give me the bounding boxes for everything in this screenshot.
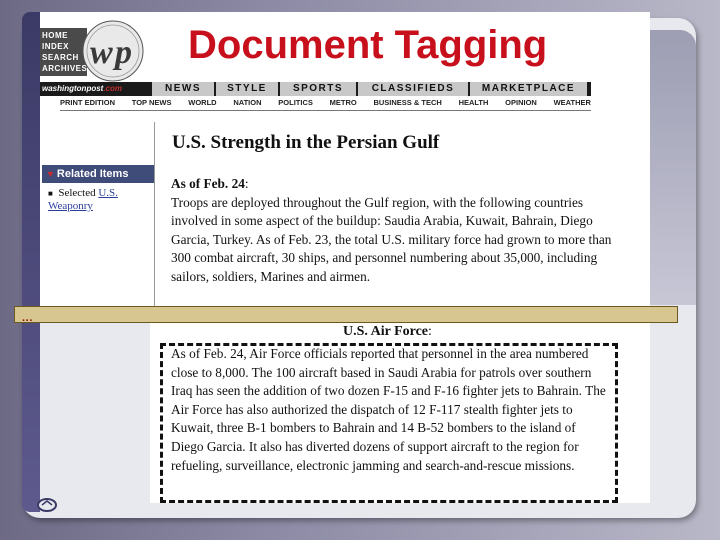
article-paragraph: Troops are deployed throughout the Gulf region, with the following countries involved in some aspect of the buildup: Saudia Arabia, Kuwait, Bahrain, Diego Garcia, Turkey. As of Feb. 23, the total U.S. military force had grown to more than 300 combat aircraft, 30 ships, and personnel numbering about 35,000, including sailors, soldiers, Marines and airmen. xyxy=(171,194,612,284)
related-items-heading xyxy=(42,165,154,183)
article-body xyxy=(171,175,631,287)
site-url-name: washingtonpost xyxy=(42,84,104,93)
dateline-colon: : xyxy=(244,176,249,191)
site-url[interactable] xyxy=(40,82,150,96)
tab-marketplace[interactable]: MARKETPLACE xyxy=(468,82,587,96)
slide-footer-icon xyxy=(36,496,58,512)
related-link-us[interactable]: U.S. xyxy=(98,187,118,199)
dateline-label: As of Feb. 24 xyxy=(171,176,245,191)
subnav-metro[interactable]: METRO xyxy=(329,98,357,107)
nav-index-link[interactable]: INDEX xyxy=(42,42,69,51)
subnav-top-news[interactable]: TOP NEWS xyxy=(131,98,172,107)
subnav-weather[interactable]: WEATHER xyxy=(553,98,591,107)
nav-search-link[interactable]: SEARCH xyxy=(42,53,79,62)
related-items-box xyxy=(42,165,154,213)
subnav-health[interactable]: HEALTH xyxy=(458,98,489,107)
triangle-down-icon: ▼ xyxy=(46,169,55,179)
sub-nav-bar xyxy=(60,98,591,111)
tab-classifieds[interactable]: CLASSIFIEDS xyxy=(356,82,468,96)
main-nav-bar xyxy=(40,82,591,96)
slide-left-strip xyxy=(22,12,40,512)
column-divider xyxy=(154,122,155,312)
tab-news[interactable]: NEWS xyxy=(150,82,214,96)
section-separator-bar xyxy=(14,306,678,323)
tab-sports[interactable]: SPORTS xyxy=(278,82,356,96)
site-url-suffix: .com xyxy=(103,84,122,93)
ellipsis-icon: ··· xyxy=(22,315,33,327)
side-nav xyxy=(40,28,87,76)
tab-style[interactable]: STYLE xyxy=(214,82,278,96)
bullet-icon: ■ xyxy=(48,189,53,198)
slide-side-panel xyxy=(650,30,696,305)
air-force-heading-text: U.S. Air Force xyxy=(343,324,429,339)
slide-title: Document Tagging xyxy=(188,23,548,67)
nav-home-link[interactable]: HOME xyxy=(42,31,68,40)
related-item xyxy=(42,183,154,213)
air-force-paragraph: As of Feb. 24, Air Force officials reported that personnel in the area numbered close to 8,000. The 100 aircraft based in Saudi Arabia for patrols over southern Iraq has seen the addition of two dozen F-15 and F-16 fighter jets to Bahrain. The Air Force has also authorized the dispatch of 12 F-117 stealth fighter jets to Kuwait, three B-1 bombers to Bahrain and 14 B-52 bombers to the island of Diego Garcia. It also has diverted dozens of support aircraft to the region for refueling, surveillance, electronic jamming and search-and-rescue missions. xyxy=(171,346,606,473)
svg-text:p: p xyxy=(115,34,132,71)
subnav-business-tech[interactable]: BUSINESS & TECH xyxy=(373,98,442,107)
subnav-print-edition[interactable]: PRINT EDITION xyxy=(60,98,116,107)
related-items-title: Related Items xyxy=(56,168,129,180)
subnav-world[interactable]: WORLD xyxy=(188,98,217,107)
related-item-prefix: Selected xyxy=(58,187,99,199)
air-force-heading xyxy=(343,324,432,340)
wp-logo-icon[interactable] xyxy=(82,20,144,82)
nav-archives-link[interactable]: ARCHIVES xyxy=(42,64,88,73)
svg-text:w: w xyxy=(90,34,113,71)
subnav-politics[interactable]: POLITICS xyxy=(278,98,313,107)
article-title: U.S. Strength in the Persian Gulf xyxy=(172,132,440,153)
related-link-weaponry[interactable]: Weaponry xyxy=(48,200,93,212)
subnav-nation[interactable]: NATION xyxy=(233,98,262,107)
subnav-opinion[interactable]: OPINION xyxy=(505,98,537,107)
air-force-heading-colon: : xyxy=(428,324,432,339)
